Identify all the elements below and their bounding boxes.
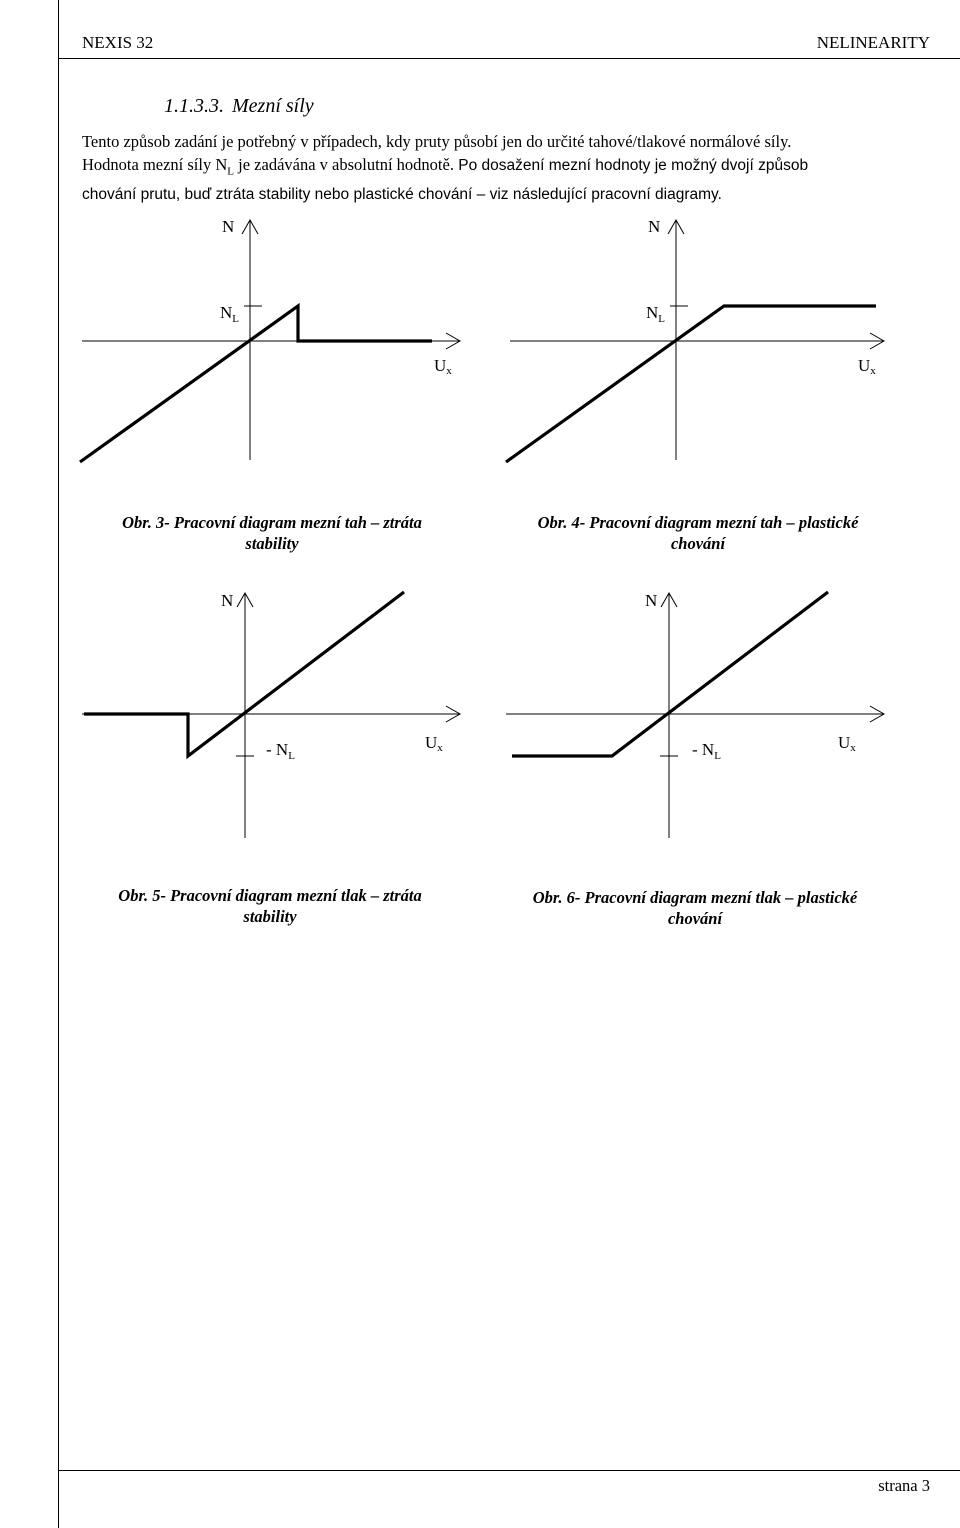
caption-obr-5 — [82, 885, 458, 927]
section-number: 1.1.3.3. — [164, 95, 224, 117]
paragraph-text: Po dosažení mezní hodnoty je možný dvojí způsob — [453, 157, 809, 174]
caption-obr-4 — [506, 512, 890, 554]
caption-line: Obr. 5- Pracovní diagram mezní tlak – ztráta — [118, 886, 422, 905]
paragraph-line-1: Tento způsob zadání je potřebný v případech, kdy pruty působí jen do určité tahové/tlakové normálové síly. — [82, 132, 792, 151]
page-number: strana 3 — [878, 1476, 930, 1495]
ux-label: Ux — [425, 733, 443, 754]
n-axis-label: N — [645, 591, 658, 610]
header-left: NEXIS 32 — [82, 33, 154, 52]
paragraph-text: Hodnota mezní síly N — [82, 155, 228, 174]
caption-line: stability — [243, 907, 297, 926]
ux-label: Ux — [858, 356, 876, 377]
ux-label: Ux — [434, 356, 452, 377]
paragraph-sub: L — [227, 165, 235, 178]
ux-label: Ux — [838, 733, 856, 754]
diagram-curve — [512, 592, 828, 756]
paragraph-line-3: chování prutu, buď ztráta stability nebo plastické chování – viz následující pracovní diagramy. — [82, 186, 722, 204]
diagram-obr-3 — [80, 217, 460, 462]
nl-label: $N_L$ — [220, 303, 240, 325]
n-axis-label: N — [222, 217, 235, 236]
caption-line: Obr. 4- Pracovní diagram mezní tah – plastické — [537, 513, 859, 532]
diagram-curve — [84, 592, 404, 756]
nl-label: $N_L$ — [646, 303, 666, 325]
neg-nl-label: - $N_L$ — [266, 740, 295, 762]
neg-nl-label: - $N_L$ — [692, 740, 721, 762]
caption-line: chování — [667, 909, 723, 928]
section-heading: Mezní síly — [232, 95, 314, 117]
header-right: NELINEARITY — [816, 33, 930, 52]
n-axis-label: N — [648, 217, 661, 236]
caption-line: Obr. 6- Pracovní diagram mezní tlak – plastické — [532, 888, 858, 907]
caption-line: chování — [670, 534, 726, 553]
paragraph-text: je zadávána v absolutní hodnotě. — [234, 155, 454, 174]
diagram-curve — [80, 306, 432, 462]
diagram-obr-6 — [506, 591, 884, 838]
caption-line: stability — [245, 534, 299, 553]
diagram-obr-4 — [506, 217, 884, 462]
caption-obr-6 — [500, 887, 890, 929]
n-axis-label: N — [221, 591, 234, 610]
caption-obr-3 — [82, 512, 462, 554]
diagram-obr-5 — [82, 591, 460, 838]
caption-line: Obr. 3- Pracovní diagram mezní tah – ztráta — [122, 513, 422, 532]
diagram-curve — [506, 306, 876, 462]
